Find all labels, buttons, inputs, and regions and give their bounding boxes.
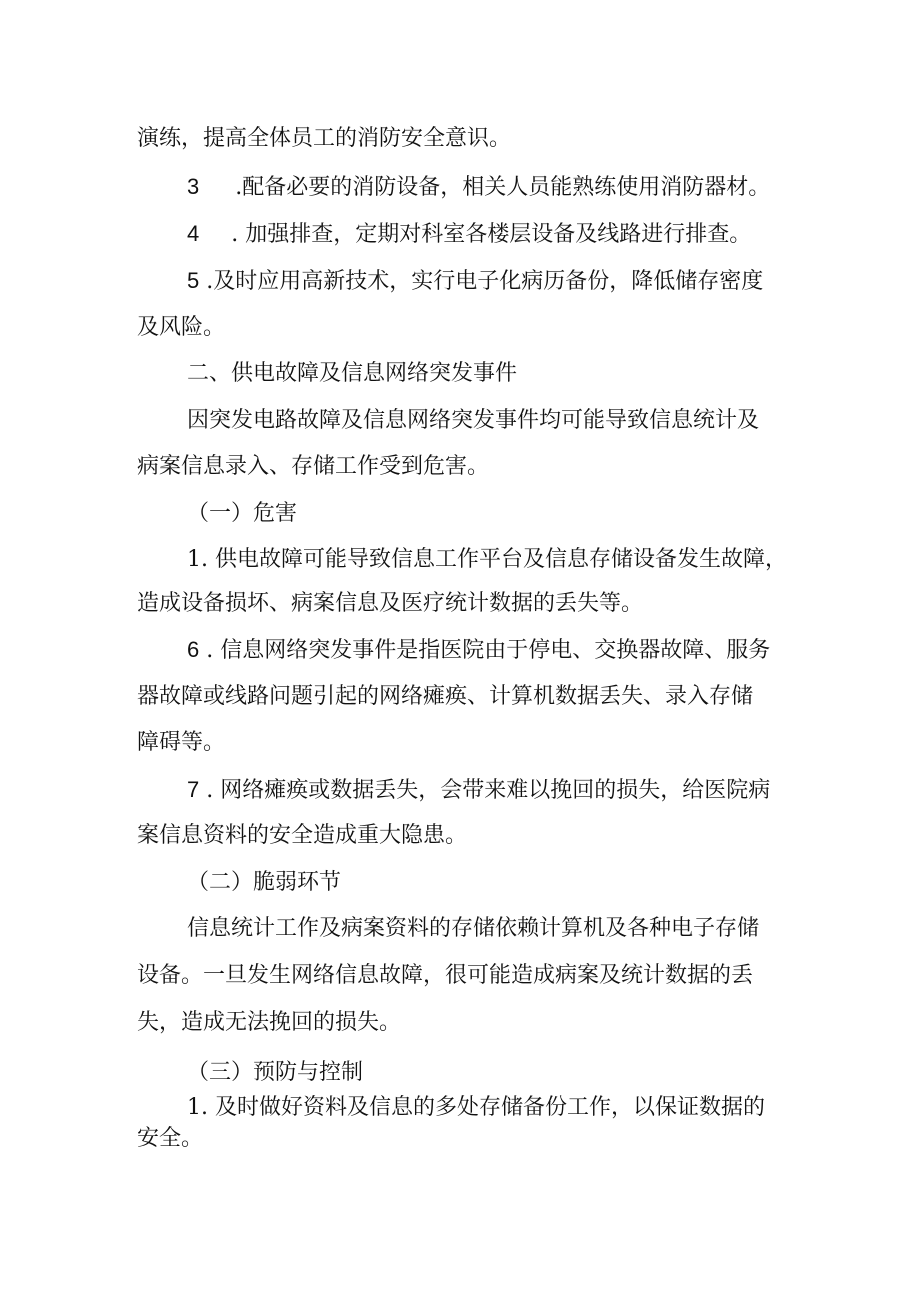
paragraph-line bbox=[137, 124, 511, 154]
line-text: 及风险。 bbox=[137, 315, 226, 340]
paragraph-line bbox=[137, 1008, 401, 1038]
section-heading bbox=[187, 359, 517, 389]
line-text: 设备。一旦发生网络信息故障，很可能造成病案及统计数据的丢 bbox=[137, 963, 754, 988]
list-item-7 bbox=[187, 775, 770, 806]
item-number: 7 bbox=[187, 777, 200, 802]
paragraph-line bbox=[187, 545, 787, 575]
paragraph-line bbox=[137, 1124, 203, 1154]
line-text: . 加强排查，定期对科室各楼层设备及线路进行排查。 bbox=[231, 222, 752, 247]
item-number: 6 bbox=[187, 637, 200, 662]
list-item-3 bbox=[187, 172, 770, 203]
line-text: 因突发电路故障及信息网络突发事件均可能导致信息统计及 bbox=[187, 408, 760, 433]
item-number: 4 bbox=[187, 221, 200, 246]
item-number: 3 bbox=[187, 174, 200, 199]
line-text: 器故障或线路问题引起的网络瘫痪、计算机数据丢失、录入存储 bbox=[137, 684, 754, 709]
heading-text: （三）预防与控制 bbox=[187, 1060, 364, 1085]
paragraph-line bbox=[137, 313, 225, 343]
paragraph-line bbox=[137, 682, 753, 712]
subsection-heading bbox=[187, 1058, 363, 1088]
list-item-4 bbox=[187, 219, 751, 250]
line-text: 信息统计工作及病案资料的存储依赖计算机及各种电子存储 bbox=[187, 916, 760, 941]
heading-text: （一）危害 bbox=[187, 501, 298, 526]
paragraph-line bbox=[137, 452, 489, 482]
line-text: .及时应用高新技术，实行电子化病历备份，降低储存密度 bbox=[199, 269, 764, 294]
paragraph-line bbox=[187, 914, 759, 944]
line-text: 病案信息录入、存储工作受到危害。 bbox=[137, 454, 490, 479]
paragraph-line bbox=[187, 406, 759, 436]
subsection-heading bbox=[187, 499, 297, 529]
heading-text: （二）脆弱环节 bbox=[187, 870, 342, 895]
line-text: . 网络瘫痪或数据丢失，会带来难以挽回的损失，给医院病 bbox=[199, 778, 771, 803]
line-text: 失，造成无法挽回的损失。 bbox=[137, 1010, 402, 1035]
paragraph-line bbox=[187, 1093, 765, 1123]
paragraph-line bbox=[137, 589, 643, 619]
heading-text: 二、供电故障及信息网络突发事件 bbox=[187, 361, 518, 386]
subsection-heading bbox=[187, 868, 341, 898]
line-text: 造成设备损坏、病案信息及医疗统计数据的丢失等。 bbox=[137, 591, 644, 616]
line-text: 案信息资料的安全造成重大隐患。 bbox=[137, 823, 468, 848]
line-text: 1. 供电故障可能导致信息工作平台及信息存储设备发生故障， bbox=[187, 547, 787, 572]
paragraph-line bbox=[137, 821, 467, 851]
list-item-5 bbox=[187, 266, 763, 297]
paragraph-line bbox=[137, 728, 225, 758]
line-text: 安全。 bbox=[137, 1126, 204, 1151]
paragraph-line bbox=[137, 961, 753, 991]
line-text: 障碍等。 bbox=[137, 730, 226, 755]
line-text: . 信息网络突发事件是指医院由于停电、交换器故障、服务 bbox=[199, 638, 771, 663]
list-item-6 bbox=[187, 635, 770, 666]
line-text: 1. 及时做好资料及信息的多处存储备份工作，以保证数据的 bbox=[187, 1095, 765, 1120]
line-text: 演练，提高全体员工的消防安全意识。 bbox=[137, 126, 512, 151]
item-number: 5 bbox=[187, 268, 200, 293]
line-text: .配备必要的消防设备，相关人员能熟练使用消防器材。 bbox=[235, 175, 771, 200]
